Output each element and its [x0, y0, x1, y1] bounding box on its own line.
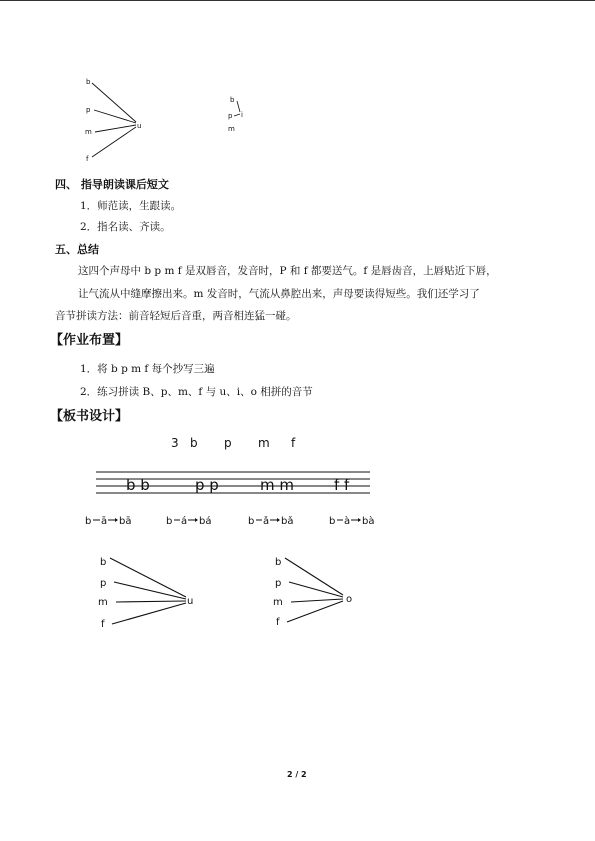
spelling-4-vowel: à: [344, 516, 351, 527]
diagram-u-initial-m: m: [98, 597, 108, 608]
spelling-3-result: bǎ: [281, 516, 294, 527]
diagram-o-initial-p: p: [275, 578, 282, 589]
spelling-4-initial: b: [329, 516, 336, 527]
homework-title: 【作业布置】: [50, 333, 129, 348]
board-title: 【板书设计】: [50, 409, 129, 424]
figure1-initial-m: m: [85, 128, 92, 136]
diagram-o-initial-m: m: [273, 597, 283, 608]
board-header-b: b: [190, 436, 198, 450]
staff-letters-m: m m: [260, 476, 294, 494]
figure1-right-initial-m: m: [228, 125, 235, 133]
diagram-u-vowel: u: [187, 596, 194, 607]
connector-lines: [92, 83, 136, 157]
spelling-chain-4: [329, 515, 374, 527]
diagram-o-vowel: o: [346, 594, 353, 605]
staff-letters-p: p p: [195, 476, 219, 494]
spelling-2-result: bá: [199, 516, 212, 527]
homework-item-2: 2．练习拼读 B、p、m、f 与 u、i、o 相拼的音节: [80, 386, 313, 398]
section5-title: 五、总结: [55, 243, 99, 256]
staff-letters-f: f f: [334, 476, 350, 494]
spelling-3-vowel: ǎ: [263, 516, 270, 527]
figure1-vowel-u: u: [137, 122, 142, 130]
diagram-u-lines: [110, 558, 186, 624]
board-header-p: p: [224, 436, 232, 450]
spelling-2-initial: b: [166, 516, 173, 527]
section4-title: 四、 指导朗读课后短文: [55, 178, 169, 191]
summary-line-2: 让气流从中缝摩擦出来。m 发音时，气流从鼻腔出来，声母要读得短些。我们还学习了: [78, 288, 480, 300]
summary-line-1: 这四个声母中 b p m f 是双唇音，发音时，P 和 f 都要送气。f 是唇齿音，上唇贴近下唇，: [78, 265, 497, 277]
board-header-m: m: [258, 436, 270, 450]
section4-item-1: 1．师范读，生跟读。: [80, 200, 182, 212]
figure1-right-initial-b: b: [230, 96, 235, 104]
figure1-initial-p: p: [86, 106, 91, 114]
spelling-4-result: bà: [362, 516, 375, 527]
figure1-initial-b: b: [86, 78, 91, 86]
figure1-initial-f: f: [86, 155, 89, 163]
figure1-right-initial-p: p: [228, 112, 233, 120]
summary-line-3: 音节拼读方法：前音轻短后音重，两音相连猛一碰。: [55, 310, 297, 322]
page-top-rule: [0, 0, 595, 1]
diagram-o-initial-b: b: [275, 557, 282, 568]
spelling-1-initial: b: [85, 516, 92, 527]
initials-vowel-figure: [80, 72, 260, 167]
diagram-u-initial-p: p: [100, 578, 107, 589]
board-header-number: 3: [171, 436, 179, 450]
spelling-3-initial: b: [248, 516, 255, 527]
spelling-1-vowel: ā: [101, 516, 108, 527]
section4-item-2: 2．指名读、齐读。: [80, 221, 171, 233]
diagram-u-initial-b: b: [100, 557, 107, 568]
staff-letters-b: b b: [126, 476, 150, 494]
diagram-o-lines: [285, 558, 343, 622]
page-number: 2 / 2: [287, 770, 307, 779]
homework-item-1: 1．将 b p m f 每个抄写三遍: [80, 363, 215, 375]
spelling-1-result: bā: [119, 516, 132, 527]
spelling-2-vowel: á: [181, 516, 188, 527]
board-design-figure: [80, 432, 400, 642]
diagram-o-initial-f: f: [276, 617, 280, 628]
spelling-chain-2: [166, 515, 211, 527]
board-header-f: f: [291, 436, 296, 450]
spelling-chain-3: [248, 515, 293, 527]
figure1-right-vowel-i: i: [241, 111, 243, 119]
diagram-u-initial-f: f: [101, 619, 105, 630]
spelling-chain-1: [85, 516, 131, 527]
